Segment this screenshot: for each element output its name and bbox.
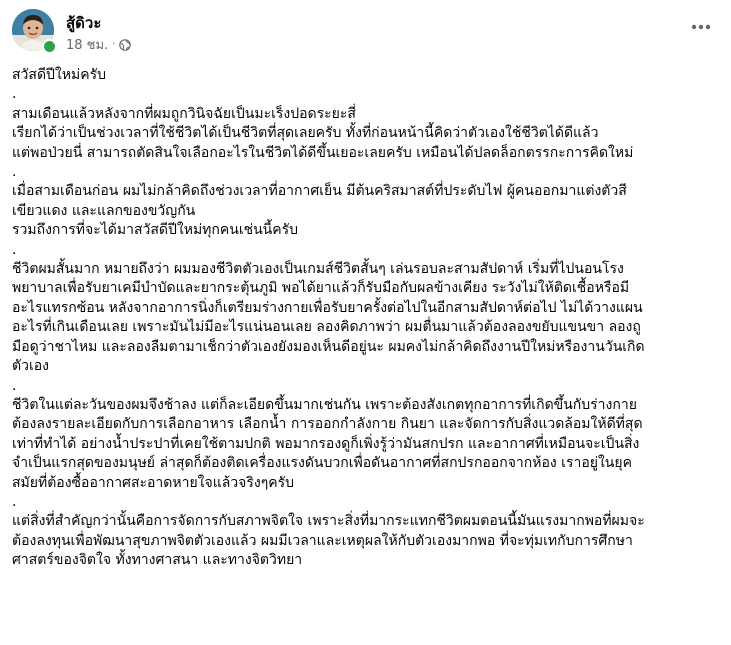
post-line: สามเดือนแล้วหลังจากที่ผมถูกวินิจฉัยเป็นมะเร็งปอดระยะสี่ <box>12 105 356 122</box>
post-body <box>12 66 717 571</box>
post-line: สมัยที่ต้องซื้ออากาศสะอาดหายใจแล้วจริงๆครับ <box>12 474 295 491</box>
post-line: ต้องลงรายละเอียดกับการเลือกอาหาร เลือกน้ำ การออกกำลังกาย กินยา และจัดการกับสิ่งแวดล้อมให้ดีที่สุด <box>12 416 643 433</box>
post-line: . <box>12 493 17 510</box>
more-options-button[interactable] <box>687 15 715 39</box>
post-line: เรียกได้ว่าเป็นช่วงเวลาที่ใช้ชีวิตได้เป็นชีวิตที่สุดเลยครับ ทั้งที่ก่อนหน้านี้คิดว่าตัวเองใช้ชีวิตได้ดีแล้ว <box>12 125 599 142</box>
author-name[interactable]: สู้ดิวะ <box>66 14 102 32</box>
post-line: ชีวิตในแต่ละวันของผมจึงช้าลง แต่ก็ละเอียดขึ้นมากเช่นกัน เพราะต้องสังเกตทุกอาการที่เกิดขึ้นกับร่างกาย <box>12 396 637 413</box>
post-line: . <box>12 164 17 181</box>
meta-separator: · <box>112 39 116 50</box>
post-line: . <box>12 377 17 394</box>
post-line: อะไรที่เกินเดือนเลย เพราะมันไม่มีอะไรแน่นอนเลย ลองคิดภาพว่า ผมตื่นมาแล้วต้องลองขยับแขนขา ลองถู <box>12 319 641 336</box>
post-line: สวัสดีปีใหม่ครับ <box>12 67 106 83</box>
post-line: ตัวเอง <box>12 358 49 375</box>
post-line: อะไรแทรกซ้อน หลังจากอาการนิ่งก็เตรียมร่างกายเพื่อรับยาครั้งต่อไปในอีกสามสัปดาห์ต่อไป ไม่ได้วางแผน <box>12 299 643 316</box>
post-line: จำเป็นแรกสุดของมนุษย์ ล่าสุดก็ต้องติดเครื่องแรงดันบวกเพื่อดันอากาศที่สกปรกออกจากห้อง เราอยู่ในยุค <box>12 455 632 472</box>
post-line: พยาบาลเพื่อรับยาเคมีบำบัดและยากระตุ้นภูมิ พอได้ยาแล้วก็รับมือกับผลข้างเคียง ระวังไม่ให้ติดเชื้อหรือมี <box>12 280 630 297</box>
post-line: แต่พอป่วยนี่ สามารถตัดสินใจเลือกอะไรในชีวิตได้ดีขึ้นเยอะเลยครับ เหมือนได้ปลดล็อกตรรกะการคิดใหม่ <box>12 144 634 161</box>
post-line: เมื่อสามเดือนก่อน ผมไม่กล้าคิดถึงช่วงเวลาที่อากาศเย็น มีต้นคริสมาสต์ที่ประดับไฟ ผู้คนออกมาแต่งตัวสี <box>12 183 627 200</box>
post-line: . <box>12 241 17 258</box>
post-line: มือดูว่าชาไหม และลองลืมตามาเช็กว่าตัวเองยังมองเห็นดีอยู่นะ ผมคงไม่กล้าคิดถึงงานปีใหม่หรืองานวันเกิด <box>12 338 645 355</box>
post-timestamp[interactable]: 18 ชม. <box>66 38 109 53</box>
post-line: ศาสตร์ของจิตใจ ทั้งทางศาสนา และทางจิตวิทยา <box>12 552 303 569</box>
post-line: รวมถึงการที่จะได้มาสวัสดีปีใหม่ทุกคนเช่นนี้ครับ <box>12 222 299 239</box>
post-line: ชีวิตผมสั้นมาก หมายถึงว่า ผมมองชีวิตตัวเองเป็นเกมส์ชีวิตสั้นๆ เล่นรอบละสามสัปดาห์ เริ่มที่ไปนอนโรง <box>12 261 624 278</box>
post-header <box>12 9 719 53</box>
globe-icon[interactable] <box>119 39 131 51</box>
post-line: . <box>12 86 17 103</box>
more-horizontal-icon <box>691 24 711 30</box>
post-line: แต่สิ่งที่สำคัญกว่านั้นคือการจัดการกับสภาพจิตใจ เพราะสิ่งที่มากระแทกชีวิตผมตอนนี้มันแรงมากพอที่ผมจะ <box>12 513 645 530</box>
post-line: เขียวแดง และแลกของขวัญกัน <box>12 202 196 219</box>
post-line: เท่าที่ทำได้ อย่างน้ำประปาที่เคยใช้ตามปกติ พอมากรองดูก็เพิ่งรู้ว่ามันสกปรก และอากาศที่เหมือนจะเป็นสิ่ง <box>12 435 640 452</box>
post-line: ต้องลงทุนเพื่อพัฒนาสุขภาพจิตตัวเองแล้ว ผมมีเวลาและเหตุผลให้กับตัวเองมากพอ ที่จะทุ่มเทกับการศึกษา <box>12 532 633 549</box>
post-meta <box>66 34 131 55</box>
online-status-dot <box>42 39 57 54</box>
